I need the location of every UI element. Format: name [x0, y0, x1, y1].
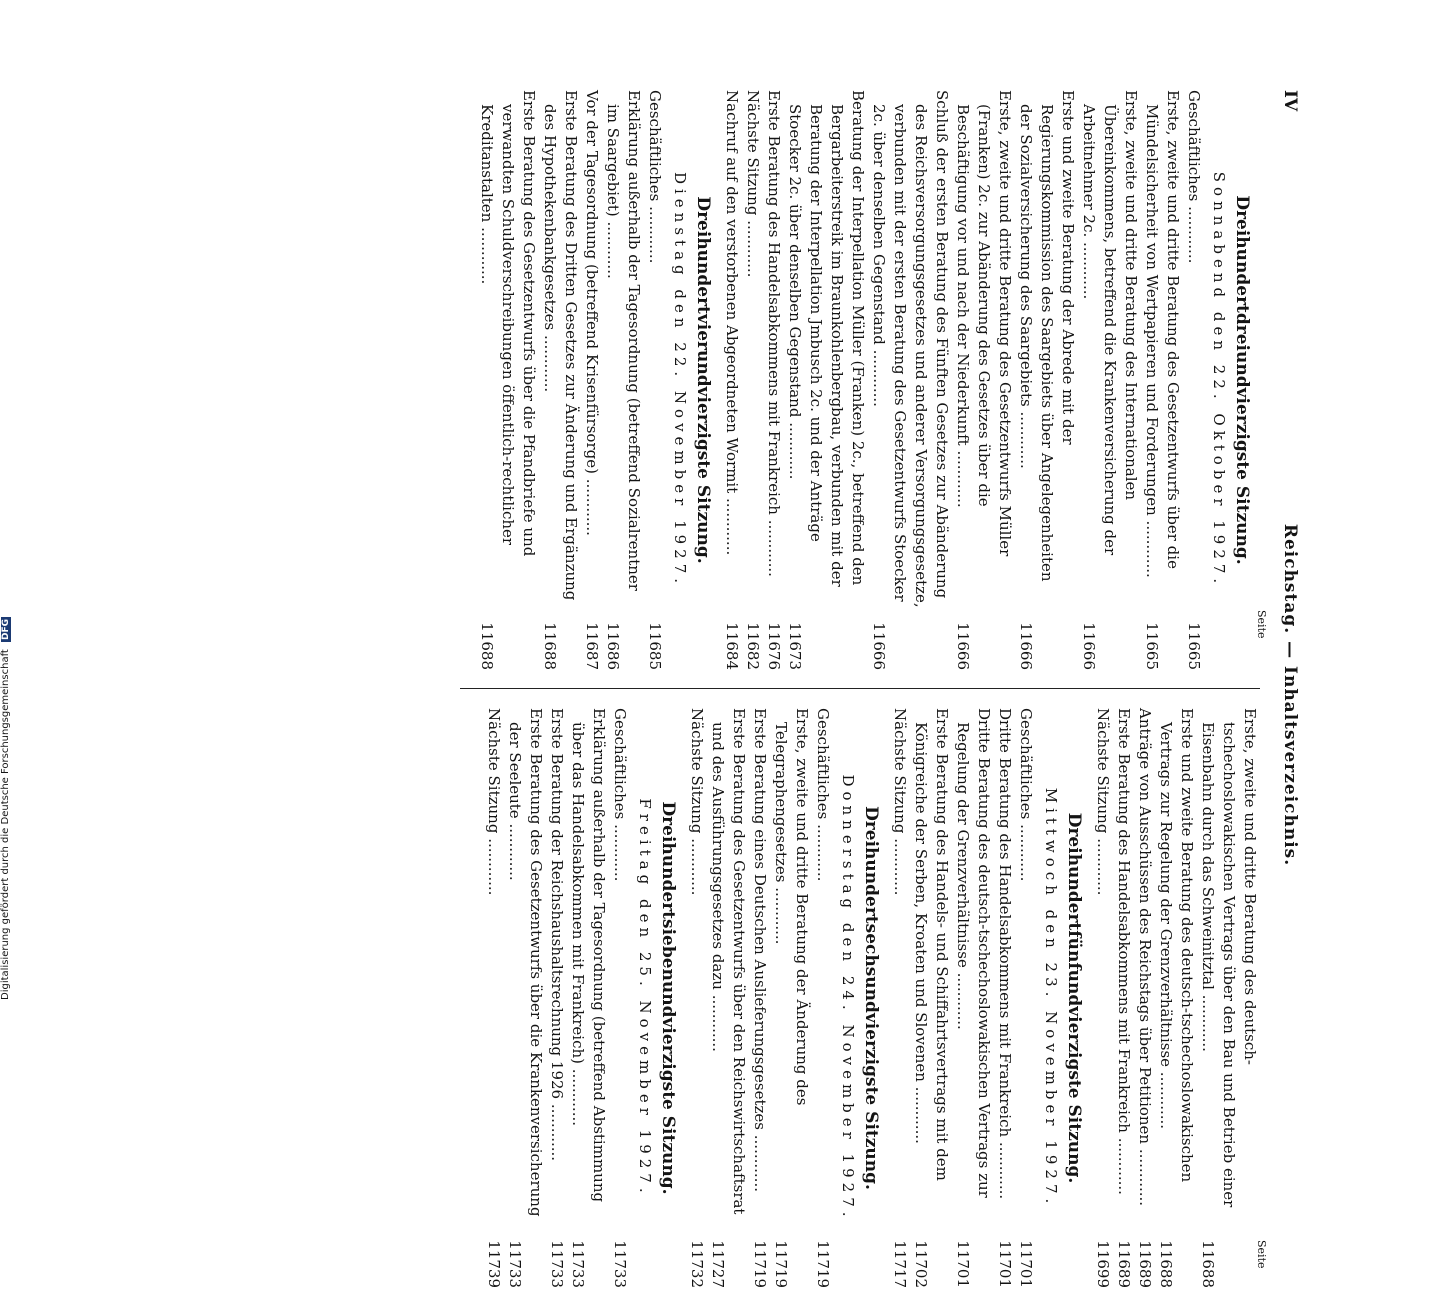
- toc-entry-page: 11688: [478, 622, 496, 670]
- toc-entry-text: Nächste Sitzung ............: [688, 708, 706, 896]
- toc-entry-page: 11666: [1080, 622, 1098, 670]
- toc-entry: [994, 708, 1015, 1288]
- toc-entry: [539, 90, 581, 670]
- toc-entry-page: 11719: [814, 1240, 832, 1288]
- toc-entry: [504, 708, 546, 1288]
- toc-entry-text: Nachruf auf den verstorbenen Abgeordneten Wormit ............: [723, 90, 741, 556]
- toc-entry: [1134, 708, 1155, 1288]
- toc-entry: [763, 90, 784, 670]
- toc-entry: [889, 708, 910, 1288]
- toc-entry-text: Erste, zweite und dritte Beratung des Gesetzentwurfs Müller (Franken) 2c. zur Abänderung des Gesetzes über die Beschäftigung vor und nach der Niederkunft ............: [954, 90, 1014, 557]
- toc-entry-page: 11688: [1199, 1240, 1217, 1288]
- toc-entry-page: 11733: [569, 1240, 587, 1288]
- session-block: [483, 708, 678, 1288]
- toc-entry-text: Geschäftliches ............: [611, 708, 629, 882]
- toc-entry: [812, 708, 833, 1288]
- digitization-note: [0, 0, 14, 1000]
- toc-entry-text: Erste Beratung des Gesetzentwurfs über die Krankenversicherung der Seeleute ............: [506, 708, 545, 1217]
- toc-entry: [1155, 708, 1197, 1288]
- toc-entry: [1141, 90, 1183, 670]
- right-column: [483, 708, 1260, 1288]
- toc-entry-text: Geschäftliches ............: [1017, 708, 1035, 882]
- toc-entry-page: 11685: [646, 622, 664, 670]
- toc-entry: [952, 90, 1015, 670]
- toc-entry-text: Nächste Sitzung ............: [485, 708, 503, 896]
- toc-entry-text: Anträge von Ausschüssen des Reichstags über Petitionen ............: [1136, 708, 1154, 1207]
- toc-entry-page: 11701: [954, 1240, 972, 1288]
- session-title: Dreihundertvierundvierzigste Sitzung.: [693, 196, 713, 564]
- toc-entry: [742, 90, 763, 670]
- toc-entry-text: Erste Beratung eines Deutschen Auslieferungsgesetzes ............: [751, 708, 769, 1192]
- toc-entry: [784, 90, 868, 670]
- toc-entry-text: Nächste Sitzung ............: [744, 90, 762, 278]
- toc-entry: [602, 90, 644, 670]
- toc-entry-page: 11687: [583, 622, 601, 670]
- toc-entry: [609, 708, 630, 1288]
- toc-entry-page: 11699: [1094, 1240, 1112, 1288]
- session-title: Dreihundertfünfundvierzigste Sitzung.: [1064, 812, 1084, 1184]
- toc-entry: [1197, 708, 1260, 1288]
- toc-entry: [910, 708, 952, 1288]
- toc-entry: [567, 708, 609, 1288]
- toc-entry: [1092, 708, 1113, 1288]
- session-date: Freitag den 25. November 1927.: [636, 798, 654, 1198]
- toc-entry-text: Erste Beratung der Reichshaushaltsrechnung 1926 ............: [548, 708, 566, 1162]
- running-header: [1270, 90, 1300, 1300]
- toc-entry: [1183, 90, 1204, 670]
- column-divider: [460, 688, 1260, 689]
- page-number: IV: [1280, 90, 1300, 112]
- toc-entry: [1015, 90, 1078, 670]
- toc-entry-page: 11739: [485, 1240, 503, 1288]
- toc-entry: [868, 90, 952, 670]
- page-content: [90, 90, 1300, 1288]
- toc-entry-page: 11719: [772, 1240, 790, 1288]
- toc-entry-page: 11665: [1143, 622, 1161, 670]
- toc-entry-text: Erste, zweite und dritte Beratung der Änderung des Telegraphengesetzes ............: [772, 708, 811, 1106]
- toc-entry-page: 11688: [541, 622, 559, 670]
- toc-entry-text: Schluß der ersten Beratung des Fünften Gesetzes zur Abänderung des Reichsversorgungsgesetzes und anderer Versorgungsgesetze, verbunden mit der ersten Beratung des Gesetzentwurfs Stoecker 2c. über denselben Gegenstand ............: [870, 90, 951, 608]
- toc-entry-text: Nächste Sitzung ............: [1094, 708, 1112, 896]
- toc-entry-page: 11702: [912, 1240, 930, 1288]
- toc-entry: [644, 90, 665, 670]
- toc-entry-text: Geschäftliches ............: [814, 708, 832, 882]
- toc-entry-page: 11665: [1185, 622, 1203, 670]
- session-date: Dienstag den 22. November 1927.: [671, 171, 689, 589]
- session-date: Sonnabend den 22. Oktober 1927.: [1210, 171, 1228, 589]
- toc-entry-page: 11684: [723, 622, 741, 670]
- toc-entry-text: Erste Beratung des Gesetzentwurfs über den Reichswirtschaftsrat und des Ausführungsgesetzes dazu ............: [709, 708, 748, 1215]
- session-title: Dreihundertsechsundvierzigste Sitzung.: [861, 806, 881, 1190]
- toc-entry: [749, 708, 770, 1288]
- toc-entry-page: 11673: [786, 622, 804, 670]
- toc-entry-page: 11666: [870, 622, 888, 670]
- toc-entry-text: Erste und zweite Beratung des deutsch-tschechoslowakischen Vertrags zur Regelung der Grenzverhältnisse ............: [1157, 708, 1196, 1183]
- session-date: Donnerstag den 24. November 1927.: [839, 774, 857, 1222]
- toc-entry-page: 11686: [604, 622, 622, 670]
- session-block: [721, 90, 1252, 670]
- toc-entry-page: 11682: [744, 622, 762, 670]
- toc-entry-text: Erste, zweite und dritte Beratung des deutsch-tschechoslowakischen Vertrags über den Bau und Betrieb einer Eisenbahn durch das Schweinitztal ............: [1199, 708, 1259, 1208]
- toc-entry: [1078, 90, 1141, 670]
- session-title: Dreihundertsiebenundvierzigste Sitzung.: [658, 801, 678, 1195]
- session-date: Mittwoch den 23. November 1927.: [1042, 787, 1060, 1209]
- toc-entry-page: 11666: [1017, 622, 1035, 670]
- toc-entry: [686, 708, 707, 1288]
- toc-entry-text: Vor der Tagesordnung (betreffend Krisenfürsorge) ............: [583, 90, 601, 536]
- dfg-logo: DFG: [1, 618, 11, 640]
- page-title: Reichstag. — Inhaltsverzeichnis.: [1280, 523, 1300, 867]
- toc-entry: [581, 90, 602, 670]
- digitization-text: Digitalisierung gefördert durch die Deutsche Forschungsgemeinschaft: [0, 649, 11, 1000]
- toc-entry-text: Erste Beratung des Handelsabkommens mit Frankreich ............: [1115, 708, 1133, 1195]
- session-title: Dreihundertdreiundvierzigste Sitzung.: [1232, 195, 1252, 565]
- session-block: [889, 708, 1084, 1288]
- toc-entry-text: Erste Beratung des Dritten Gesetzes zur Änderung und Ergänzung des Hypothekenbankgesetzes ............: [541, 90, 580, 601]
- toc-entry-text: Erklärung außerhalb der Tagesordnung (betreffend Sozialrentner im Saargebiet) ............: [604, 90, 643, 591]
- toc-entry-page: 11666: [954, 622, 972, 670]
- toc-entry-page: 11701: [1017, 1240, 1035, 1288]
- toc-entry-page: 11688: [1157, 1240, 1175, 1288]
- toc-entry-text: Dritte Beratung des deutsch-tschechoslowakischen Vertrags zur Regelung der Grenzverhältnisse ............: [954, 708, 993, 1198]
- toc-entry: [721, 90, 742, 670]
- toc-entry-page: 11727: [709, 1240, 727, 1288]
- toc-entry-text: Geschäftliches ............: [646, 90, 664, 264]
- toc-entry: [1113, 708, 1134, 1288]
- toc-entry-page: 11689: [1115, 1240, 1133, 1288]
- toc-entry-text: Erste Beratung des Handelsabkommens mit Frankreich ............: [765, 90, 783, 577]
- toc-entry: [1015, 708, 1036, 1288]
- toc-entry-text: Erklärung außerhalb der Tagesordnung (betreffend Abstimmung über das Handelsabkommen mit Frankreich) ............: [569, 708, 608, 1203]
- toc-entry-text: Erste und zweite Beratung der Abrede mit der Regierungskommission des Saargebiets über Angelegenheiten der Sozialversicherung des Saargebiets ............: [1017, 90, 1077, 582]
- toc-entry-text: Erste Beratung des Gesetzentwurfs über die Pfandbriefe und verwandten Schuldverschreibungen öffentlich-rechtlicher Kreditanstalten ............: [478, 90, 538, 557]
- toc-entry-page: 11733: [611, 1240, 629, 1288]
- left-column: [476, 90, 1260, 670]
- toc-entry-page: 11733: [548, 1240, 566, 1288]
- toc-entry-page: 11717: [891, 1240, 909, 1288]
- session-block: [686, 708, 881, 1288]
- session-block: [476, 90, 713, 670]
- toc-entry-page: 11719: [751, 1240, 769, 1288]
- toc-entry-page: 11732: [688, 1240, 706, 1288]
- seite-label-right: Seite: [1255, 1240, 1268, 1269]
- toc-entry-text: Erste, zweite und dritte Beratung des Internationalen Übereinkommens, betreffend die Krankenversicherung der Arbeitnehmer 2c. ............: [1080, 90, 1140, 556]
- toc-entry-page: 11733: [506, 1240, 524, 1288]
- toc-entry-text: Beratung der Interpellation Müller (Franken) 2c., betreffend den Bergarbeiterstreik im Braunkohlenbergbau, verbunden mit der Beratung der Interpellation Jmbusch 2c. und der Anträge Stoecker 2c. über denselben Gegenstand ............: [786, 90, 867, 587]
- toc-entry-page: 11676: [765, 622, 783, 670]
- toc-entry-page: 11701: [996, 1240, 1014, 1288]
- toc-entry-text: Dritte Beratung des Handelsabkommens mit Frankreich ............: [996, 708, 1014, 1200]
- toc-entry-page: 11689: [1136, 1240, 1154, 1288]
- toc-entry: [476, 90, 539, 670]
- toc-entry: [483, 708, 504, 1288]
- toc-entry-text: Geschäftliches ............: [1185, 90, 1203, 264]
- toc-entry-text: Erste, zweite und dritte Beratung des Gesetzentwurfs über die Mündelsicherheit von Wertpapieren und Forderungen ............: [1143, 90, 1182, 578]
- toc-entry: [707, 708, 749, 1288]
- toc-entry-text: Erste Beratung des Handels- und Schiffahrtsvertrags mit dem Königreiche der Serben, Kroaten und Slovenen ............: [912, 708, 951, 1181]
- toc-entry: [952, 708, 994, 1288]
- toc-entry: [546, 708, 567, 1288]
- toc-entry-text: Nächste Sitzung ............: [891, 708, 909, 896]
- toc-entry: [770, 708, 812, 1288]
- seite-label-left: Seite: [1255, 610, 1268, 639]
